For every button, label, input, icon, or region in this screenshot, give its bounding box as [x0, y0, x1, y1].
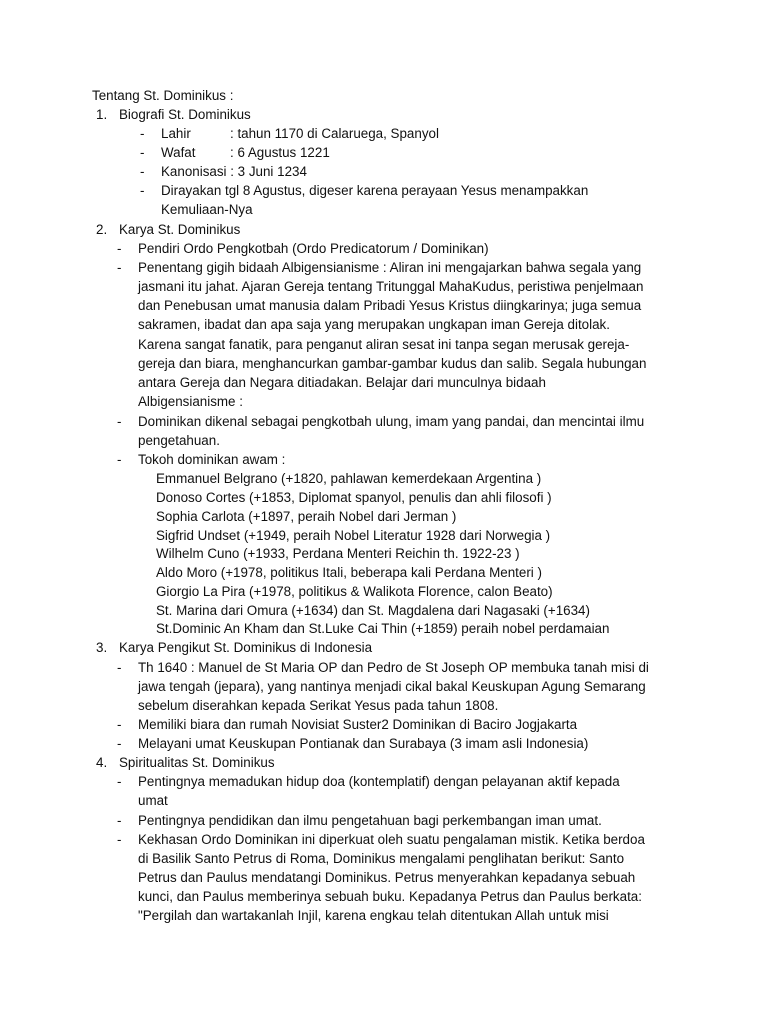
paragraph-line: antara Gereja dan Negara ditiadakan. Belajar dari munculnya bidaah — [138, 375, 546, 390]
bio-dirayakan-line: Kemuliaan-Nya — [161, 202, 253, 217]
bio-dirayakan-line: Dirayakan tgl 8 Agustus, digeser karena perayaan Yesus menampakkan — [161, 183, 589, 198]
paragraph-line: kunci, dan Paulus memberinya sebuah buku. Kepadanya Petrus dan Paulus berkata: — [138, 889, 642, 904]
paragraph-line: Albigensianisme : — [138, 394, 243, 409]
bullet-dash: - — [117, 774, 122, 789]
bio-value-lahir: : tahun 1170 di Calaruega, Spanyol — [230, 126, 439, 141]
section-number: 4. — [96, 755, 108, 770]
paragraph-line: sebelum diserahkan kepada Serikat Yesus pada tahun 1808. — [138, 698, 499, 713]
paragraph-line: jasmani itu jahat. Ajaran Gereja tentang Tritunggal MahaKudus, peristiwa penjelmaan — [138, 279, 644, 294]
section-title: Spiritualitas St. Dominikus — [119, 755, 275, 770]
section-title: Karya Pengikut St. Dominikus di Indonesia — [119, 640, 373, 655]
bullet-dash: - — [117, 736, 122, 751]
list-item: St.Dominic An Kham dan St.Luke Cai Thin (+1859) peraih nobel perdamaian — [156, 621, 610, 636]
paragraph-line: sakramen, ibadat dan apa saja yang merupakan ungkapan iman Gereja ditolak. — [138, 317, 610, 332]
paragraph-line: Th 1640 : Manuel de St Maria OP dan Pedro de St Joseph OP membuka tanah misi di — [138, 660, 649, 675]
paragraph-line: Pentingnya pendidikan dan ilmu pengetahuan bagi perkembangan iman umat. — [138, 813, 602, 828]
document-heading: Tentang St. Dominikus : — [92, 88, 234, 103]
paragraph-line: Melayani umat Keuskupan Pontianak dan Surabaya (3 imam asli Indonesia) — [138, 736, 589, 751]
paragraph-line: umat — [138, 793, 168, 808]
paragraph-line: Dominikan dikenal sebagai pengkotbah ulung, imam yang pandai, dan mencintai ilmu — [138, 414, 645, 429]
paragraph-line: "Pergilah dan wartakanlah Injil, karena engkau telah ditentukan Allah untuk misi — [138, 908, 609, 923]
list-item: Sophia Carlota (+1897, peraih Nobel dari Jerman ) — [156, 509, 457, 524]
section-title: Biografi St. Dominikus — [119, 107, 251, 122]
section-title: Karya St. Dominikus — [119, 222, 241, 237]
paragraph-line: Pendiri Ordo Pengkotbah (Ordo Predicatorum / Dominikan) — [138, 241, 489, 256]
bullet-dash: - — [140, 183, 145, 198]
bullet-dash: - — [140, 145, 145, 160]
bullet-dash: - — [117, 260, 122, 275]
list-item: Wilhelm Cuno (+1933, Perdana Menteri Reichin th. 1922-23 ) — [156, 546, 520, 561]
list-item: Donoso Cortes (+1853, Diplomat spanyol, penulis dan ahli filosofi ) — [156, 490, 552, 505]
paragraph-line: gereja dan biara, menghancurkan gambar-gambar kudus dan salib. Segala hubungan — [138, 356, 647, 371]
section-number: 2. — [96, 222, 108, 237]
paragraph-line: Tokoh dominikan awam : — [138, 452, 286, 467]
paragraph-line: Penentang gigih bidaah Albigensianisme : Aliran ini mengajarkan bahwa segala yang — [138, 260, 642, 275]
paragraph-line: Karena sangat fanatik, para penganut aliran sesat ini tanpa segan merusak gereja- — [138, 337, 630, 352]
paragraph-line: di Basilik Santo Petrus di Roma, Dominikus mengalami penglihatan berikut: Santo — [138, 851, 625, 866]
paragraph-line: Pentingnya memadukan hidup doa (kontemplatif) dengan pelayanan aktif kepada — [138, 774, 620, 789]
list-item: Sigfrid Undset (+1949, peraih Nobel Literatur 1928 dari Norwegia ) — [156, 528, 551, 543]
paragraph-line: Memiliki biara dan rumah Novisiat Suster2 Dominikan di Baciro Jogjakarta — [138, 717, 578, 732]
paragraph-line: Petrus dan Paulus mendatangi Dominikus. Petrus menyerahkan kepadanya sebuah — [138, 870, 636, 885]
paragraph-line: pengetahuan. — [138, 433, 220, 448]
bullet-dash: - — [117, 452, 122, 467]
bio-label-lahir: Lahir — [161, 126, 191, 141]
bio-value-wafat: : 6 Agustus 1221 — [230, 145, 330, 160]
bullet-dash: - — [117, 717, 122, 732]
bullet-dash: - — [140, 126, 145, 141]
bullet-dash: - — [117, 241, 122, 256]
bullet-dash: - — [117, 660, 122, 675]
list-item: Giorgio La Pira (+1978, politikus & Walikota Florence, calon Beato) — [156, 584, 553, 599]
list-item: Emmanuel Belgrano (+1820, pahlawan kemerdekaan Argentina ) — [156, 471, 542, 486]
section-number: 3. — [96, 640, 108, 655]
bullet-dash: - — [117, 414, 122, 429]
bullet-dash: - — [117, 813, 122, 828]
paragraph-line: Kekhasan Ordo Dominikan ini diperkuat oleh suatu pengalaman mistik. Ketika berdoa — [138, 832, 645, 847]
paragraph-line: jawa tengah (jepara), yang nantinya menjadi cikal bakal Keuskupan Agung Semarang — [138, 679, 646, 694]
bio-kanonisasi: Kanonisasi : 3 Juni 1234 — [161, 164, 307, 179]
bullet-dash: - — [140, 164, 145, 179]
bullet-dash: - — [117, 832, 122, 847]
paragraph-line: dan Penebusan umat manusia dalam Pribadi Yesus Kristus diingkarinya; juga semua — [138, 298, 642, 313]
list-item: Aldo Moro (+1978, politikus Itali, beberapa kali Perdana Menteri ) — [156, 565, 542, 580]
bio-label-wafat: Wafat — [161, 145, 196, 160]
section-number: 1. — [96, 107, 108, 122]
list-item: St. Marina dari Omura (+1634) dan St. Magdalena dari Nagasaki (+1634) — [156, 603, 590, 618]
